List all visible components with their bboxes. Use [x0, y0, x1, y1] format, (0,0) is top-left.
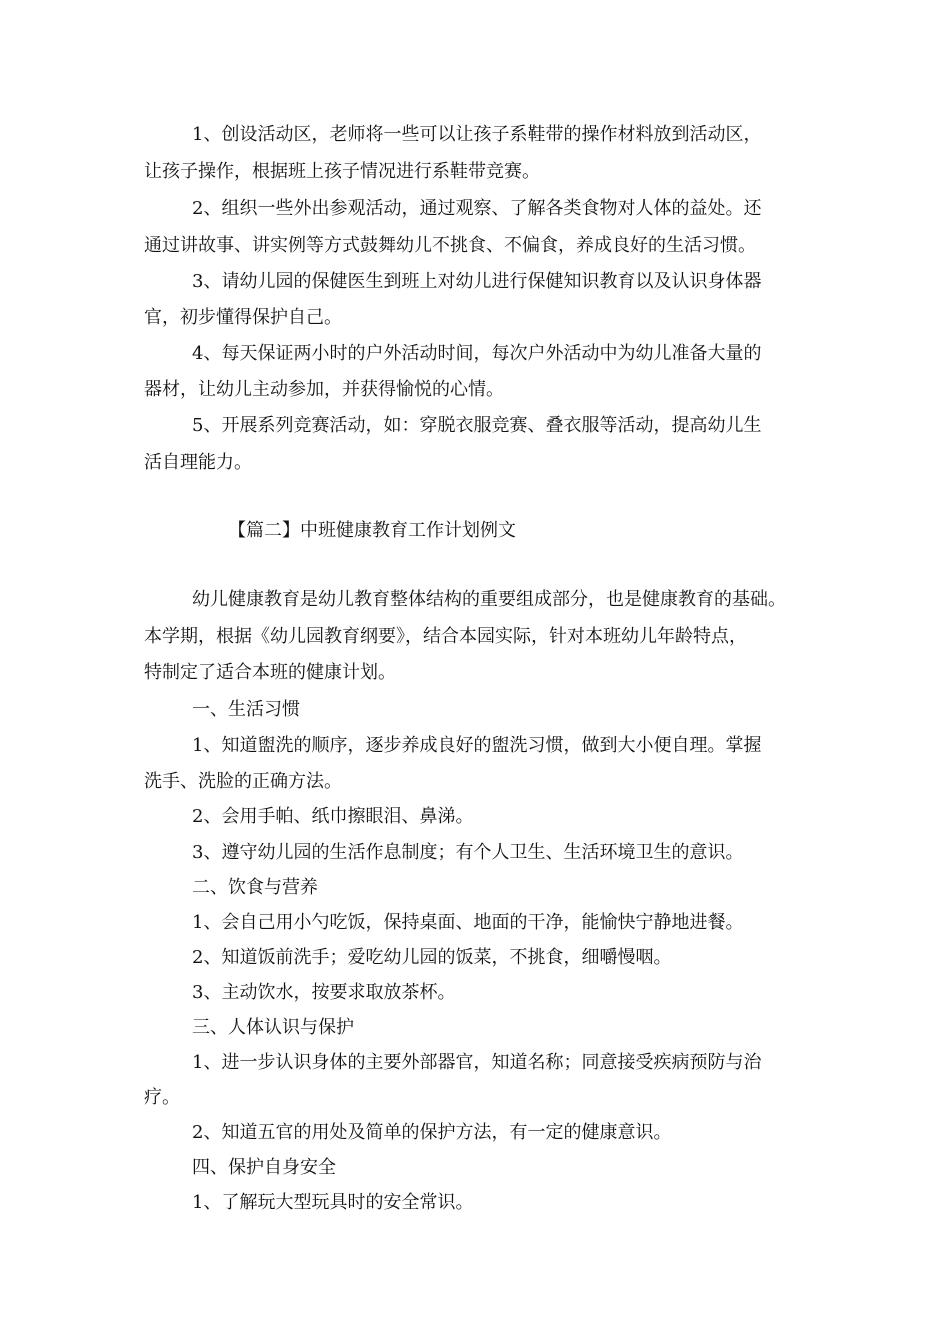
section-title: 【篇二】中班健康教育工作计划例文: [228, 520, 516, 541]
list-item-line: 3、请幼儿园的保健医生到班上对幼儿进行保健知识教育以及认识身体器: [192, 271, 762, 292]
list-item-line: 3、主动饮水，按要求取放茶杯。: [192, 982, 456, 1003]
subsection-heading: 一、生活习惯: [192, 699, 300, 720]
list-item-line: 官，初步懂得保护自己。: [144, 307, 342, 328]
list-item-line: 2、会用手帕、纸巾擦眼泪、鼻涕。: [192, 806, 474, 827]
subsection-heading: 三、人体认识与保护: [192, 1017, 354, 1038]
list-item-line: 通过讲故事、讲实例等方式鼓舞幼儿不挑食、不偏食，养成良好的生活习惯。: [144, 235, 756, 256]
list-item-line: 4、每天保证两小时的户外活动时间，每次户外活动中为幼儿准备大量的: [192, 343, 762, 364]
list-item-line: 1、会自己用小勺吃饭，保持桌面、地面的干净，能愉快宁静地进餐。: [192, 912, 744, 933]
list-item-line: 2、组织一些外出参观活动，通过观察、了解各类食物对人体的益处。还: [192, 198, 762, 219]
subsection-heading: 四、保护自身安全: [192, 1157, 336, 1178]
list-item-line: 活自理能力。: [144, 452, 252, 473]
list-item-line: 1、创设活动区，老师将一些可以让孩子系鞋带的操作材料放到活动区，: [192, 124, 762, 145]
paragraph-line: 特制定了适合本班的健康计划。: [144, 662, 396, 683]
paragraph-line: 幼儿健康教育是幼儿教育整体结构的重要组成部分，也是健康教育的基础。: [192, 589, 786, 610]
paragraph-line: 本学期，根据《幼儿园教育纲要》，结合本园实际，针对本班幼儿年龄特点，: [144, 626, 747, 647]
list-item-line: 3、遵守幼儿园的生活作息制度；有个人卫生、生活环境卫生的意识。: [192, 842, 744, 863]
list-item-line: 2、知道饭前洗手；爱吃幼儿园的饭菜，不挑食，细嚼慢咽。: [192, 947, 672, 968]
list-item-line: 让孩子操作，根据班上孩子情况进行系鞋带竞赛。: [144, 161, 540, 182]
list-item-line: 器材，让幼儿主动参加，并获得愉悦的心情。: [144, 379, 504, 400]
list-item-line: 疗。: [144, 1087, 180, 1108]
list-item-line: 2、知道五官的用处及简单的保护方法，有一定的健康意识。: [192, 1122, 672, 1143]
list-item-line: 1、了解玩大型玩具时的安全常识。: [192, 1192, 474, 1213]
subsection-heading: 二、饮食与营养: [192, 877, 318, 898]
list-item-line: 1、进一步认识身体的主要外部器官，知道名称；同意接受疾病预防与治: [192, 1052, 762, 1073]
list-item-line: 1、知道盥洗的顺序，逐步养成良好的盥洗习惯，做到大小便自理。掌握: [192, 735, 762, 756]
list-item-line: 洗手、洗脸的正确方法。: [144, 771, 342, 792]
list-item-line: 5、开展系列竞赛活动，如：穿脱衣服竞赛、叠衣服等活动，提高幼儿生: [192, 415, 762, 436]
